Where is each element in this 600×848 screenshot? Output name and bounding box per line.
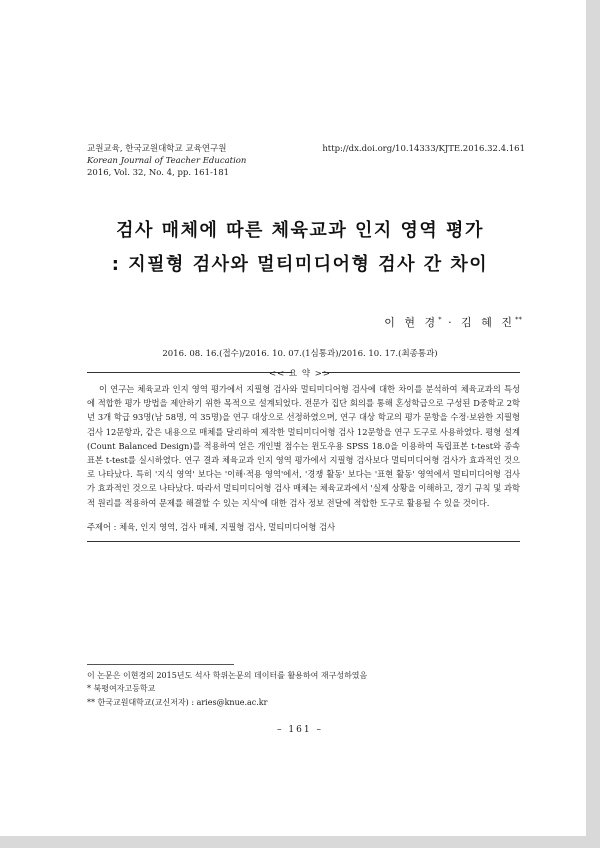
article-title-line2: : 지필형 검사와 멀티미디어형 검사 간 차이 [111, 254, 489, 275]
footnote-item: * 북평여자고등학교 [87, 684, 156, 694]
doi-link[interactable]: http://dx.doi.org/10.14333/KJTE.2016.32.4.161 [322, 144, 525, 154]
author-name: 이 현 경 [384, 316, 439, 329]
footnotes [87, 669, 367, 709]
author-name: 김 혜 진 [461, 316, 515, 329]
page-edge-shadow-right [586, 0, 600, 848]
keywords-text: 체육, 인지 영역, 검사 매체, 지필형 검사, 멀티미디어형 검사 [119, 522, 336, 532]
footnote-item: 이 논문은 이현경의 2015년도 석사 학위논문의 데이터를 활용하여 재구성하였음 [87, 671, 368, 680]
volume-info: 2016, Vol. 32, No. 4, pp. 161-181 [87, 168, 230, 178]
page-edge-shadow-bottom [0, 836, 600, 848]
abstract-heading: << 요 약 >> [268, 369, 332, 379]
journal-name-korean: 교원교육, 한국교원대학교 교육연구원 [87, 144, 227, 154]
abstract-body: 이 연구는 체육교과 인지 영역 평가에서 지필형 검사와 멀티미디어형 검사에 대한 차이를 분석하여 체육교과의 특성에 적합한 평가 방법을 제안하기 위한 목적으로 설계되었다. 전문가 집단 회의를 통해 혼성학급으로 구성된 D중학교 2학년 3개 학급 93명(남 58명, 여 35명)을 연구 대상으로 선정하였으며, 연구 대상 학교의 평가 문항을 수정·보완한 지필형 검사 12문항과, 같은 내용으로 매체를 달리하여 제작한 멀티미디어형 검사 12문항을 연구 도구로 사용하였다. 평형 설계(Count Balanced Design)를 적용하여 얻은 개인별 점수는 윈도우용 SPSS 18.0을 이용하여 독립표본 t-test와 종속표본 t-test를 실시하였다. 연구 결과 체육교과 인지 영역 평가에서 지필형 검사보다 멀티미디어형 검사가 효과적인 것으로 나타났다. 특히 '지식 영역' 보다는 '이해·적용 영역'에서, '경쟁 활동' 보다는 '표현 활동' 영역에서 멀티미디어형 검사가 효과적인 것으로 나타났다. 따라서 멀티미디어형 검사 매체는 체육교과에서 '실제 상황을 이해하고, 경기 규칙 및 과학적 원리를 적용하여 문제를 해결할 수 있는 지식'에 대한 검사 정보 전달에 적합한 도구로 활용될 수 있을 것이다. [87, 384, 520, 508]
article-title-line1: 검사 매체에 따른 체육교과 인지 영역 평가 [116, 220, 484, 241]
author-separator: · [448, 316, 455, 329]
journal-name-english: Korean Journal of Teacher Education [87, 156, 247, 166]
footnote-rule [87, 664, 234, 665]
keywords-label: 주제어 : [87, 522, 117, 532]
journal-header [87, 143, 246, 179]
footnote-item: ** 한국교원대학교(교신저자) : aries@knue.ac.kr [87, 697, 268, 707]
keywords-rule [87, 541, 520, 542]
author-affiliation-mark: ** [515, 315, 522, 324]
page-number: – 161 – [277, 725, 323, 735]
author-affiliation-mark: * [438, 315, 442, 324]
keywords [87, 521, 520, 533]
author-line [384, 314, 522, 330]
abstract-rule-right [322, 372, 520, 373]
submission-dates: 2016. 08. 16.(접수)/2016. 10. 07.(1심통과)/2016. 10. 17.(최종통과) [162, 349, 438, 359]
